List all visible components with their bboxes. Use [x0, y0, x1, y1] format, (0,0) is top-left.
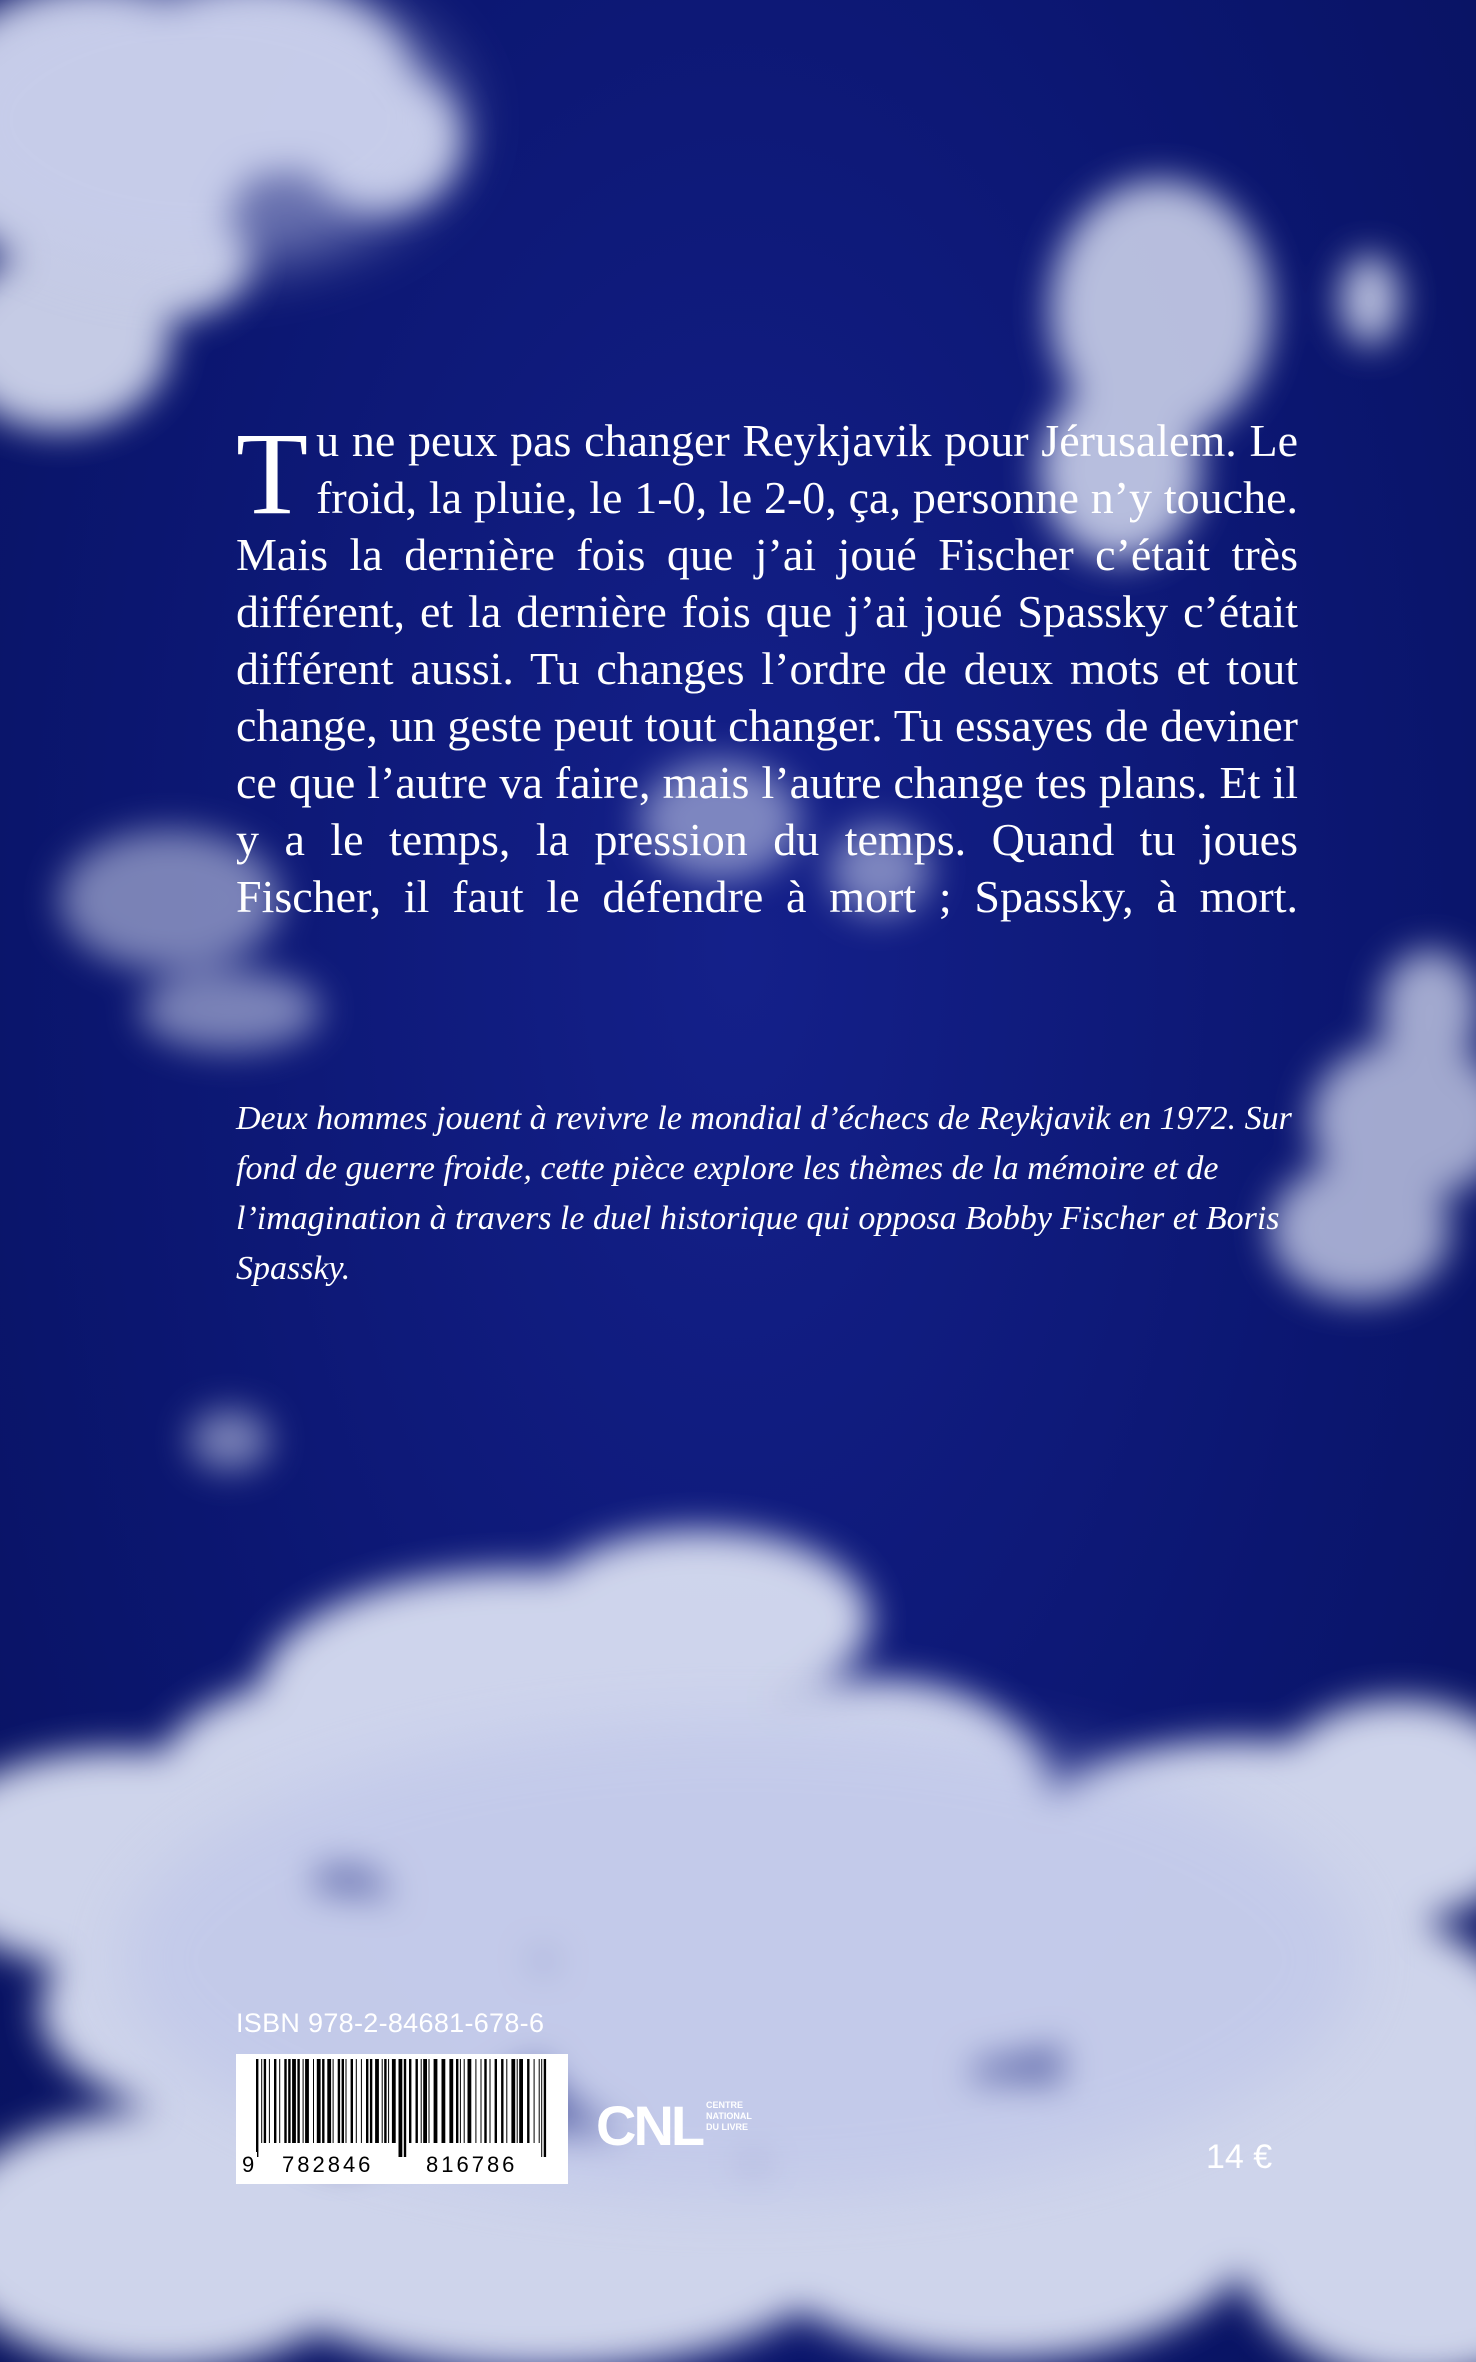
cnl-logo [596, 2096, 756, 2156]
barcode-bar [313, 2059, 314, 2143]
cnl-line-3: DU LIVRE [706, 2122, 749, 2132]
barcode-bar [449, 2059, 453, 2143]
barcode-bar [297, 2059, 299, 2143]
barcode-bar [366, 2059, 368, 2143]
barcode-bar [409, 2059, 411, 2143]
barcode-bar [292, 2059, 296, 2143]
barcode-bar [342, 2059, 344, 2143]
barcode [236, 2054, 568, 2184]
barcode-bar [517, 2059, 518, 2143]
barcode-bar [370, 2059, 372, 2143]
barcode-bar [274, 2059, 276, 2143]
barcode-bar [539, 2059, 540, 2143]
barcode-bar [346, 2059, 347, 2143]
barcode-bar [460, 2059, 461, 2143]
barcode-bar [484, 2059, 486, 2143]
isbn-label: ISBN 978-2-84681-678-6 [236, 2008, 545, 2038]
barcode-bar [429, 2059, 430, 2143]
excerpt-text [236, 408, 1298, 925]
barcode-bar [506, 2059, 507, 2143]
barcode-bar [361, 2059, 362, 2143]
barcode-bar [511, 2059, 515, 2143]
barcode-bar [456, 2059, 458, 2143]
barcode-bar [464, 2059, 465, 2143]
barcode-bar [279, 2059, 280, 2143]
barcode-bar [305, 2059, 309, 2143]
cnl-logo-subtitle [706, 2100, 766, 2133]
barcode-bar [327, 2059, 331, 2143]
barcode-bar [284, 2059, 286, 2143]
cnl-line-1: CENTRE [706, 2100, 744, 2110]
barcode-bar [416, 2059, 418, 2143]
barcode-bar [541, 2059, 542, 2157]
barcode-bar [534, 2059, 535, 2143]
barcode-bar [388, 2059, 389, 2143]
barcode-bar [303, 2059, 304, 2143]
barcode-bar [423, 2059, 427, 2143]
barcode-bar [261, 2059, 262, 2143]
barcode-bar [384, 2059, 386, 2143]
barcode-bar [392, 2059, 396, 2143]
barcode-bar [544, 2059, 546, 2157]
barcode-bar [468, 2059, 472, 2143]
cnl-line-2: NATIONAL [706, 2111, 752, 2121]
barcode-bar [442, 2059, 446, 2143]
barcode-bar [501, 2059, 503, 2143]
barcode-bar [264, 2059, 266, 2143]
barcode-digits-right: 816786 [426, 2152, 518, 2177]
barcode-bar [519, 2059, 523, 2143]
barcode-bar [351, 2059, 353, 2143]
barcode-bar [434, 2059, 438, 2143]
price-label: 14 € [1206, 2138, 1273, 2176]
barcode-digit-first: 9 [242, 2152, 258, 2177]
barcode-bar [404, 2059, 406, 2157]
barcode-bar [317, 2059, 321, 2143]
barcode-digits-left: 782846 [282, 2152, 374, 2177]
barcode-bar [256, 2059, 258, 2157]
barcode-bar [288, 2059, 290, 2143]
barcode-bar [399, 2059, 403, 2157]
summary-blurb: Deux hommes jouent à revivre le mondial d’échecs de Reykjavik en 1972. Sur fond de guerre froide, cette pièce explore les thèmes de la mémoire et de l’imagination à travers le duel historique qui opposa Bobby Fischer et Boris Spassky. [236, 1100, 1292, 1287]
barcode-bars [240, 2059, 564, 2157]
dropcap-letter: T [236, 408, 309, 539]
barcode-bar [333, 2059, 334, 2143]
barcode-bar [375, 2059, 379, 2143]
barcode-bar [527, 2059, 529, 2143]
barcode-bar [475, 2059, 476, 2143]
excerpt-body: u ne peux pas changer Reykjavik pour Jérusalem. Le froid, la pluie, le 1-0, le 2-0, ça, personne n’y touche. Mais la dernière fois que j’ai joué Fischer c’était très différent, et la dernière fois que j’ai joué Spassky c’était différent aussi. Tu changes l’ordre de deux mots et tout change, un geste peut tout changer. Tu essayes de deviner ce que l’autre va faire, mais l’autre change tes plans. Et il y a le temps, la pression du temps. Quand tu joues Fischer, il faut le défendre à mort ; Spassky, à mort. [236, 415, 1298, 922]
barcode-bar [356, 2059, 357, 2143]
cnl-logo-letters: CNL [596, 2094, 703, 2157]
barcode-bar [382, 2059, 383, 2143]
barcode-bar [269, 2059, 270, 2143]
barcode-bar [490, 2059, 491, 2143]
barcode-bar [495, 2059, 497, 2143]
barcode-bar [421, 2059, 422, 2143]
barcode-bar [481, 2059, 482, 2143]
barcode-bar [322, 2059, 324, 2143]
barcode-bar [338, 2059, 340, 2143]
